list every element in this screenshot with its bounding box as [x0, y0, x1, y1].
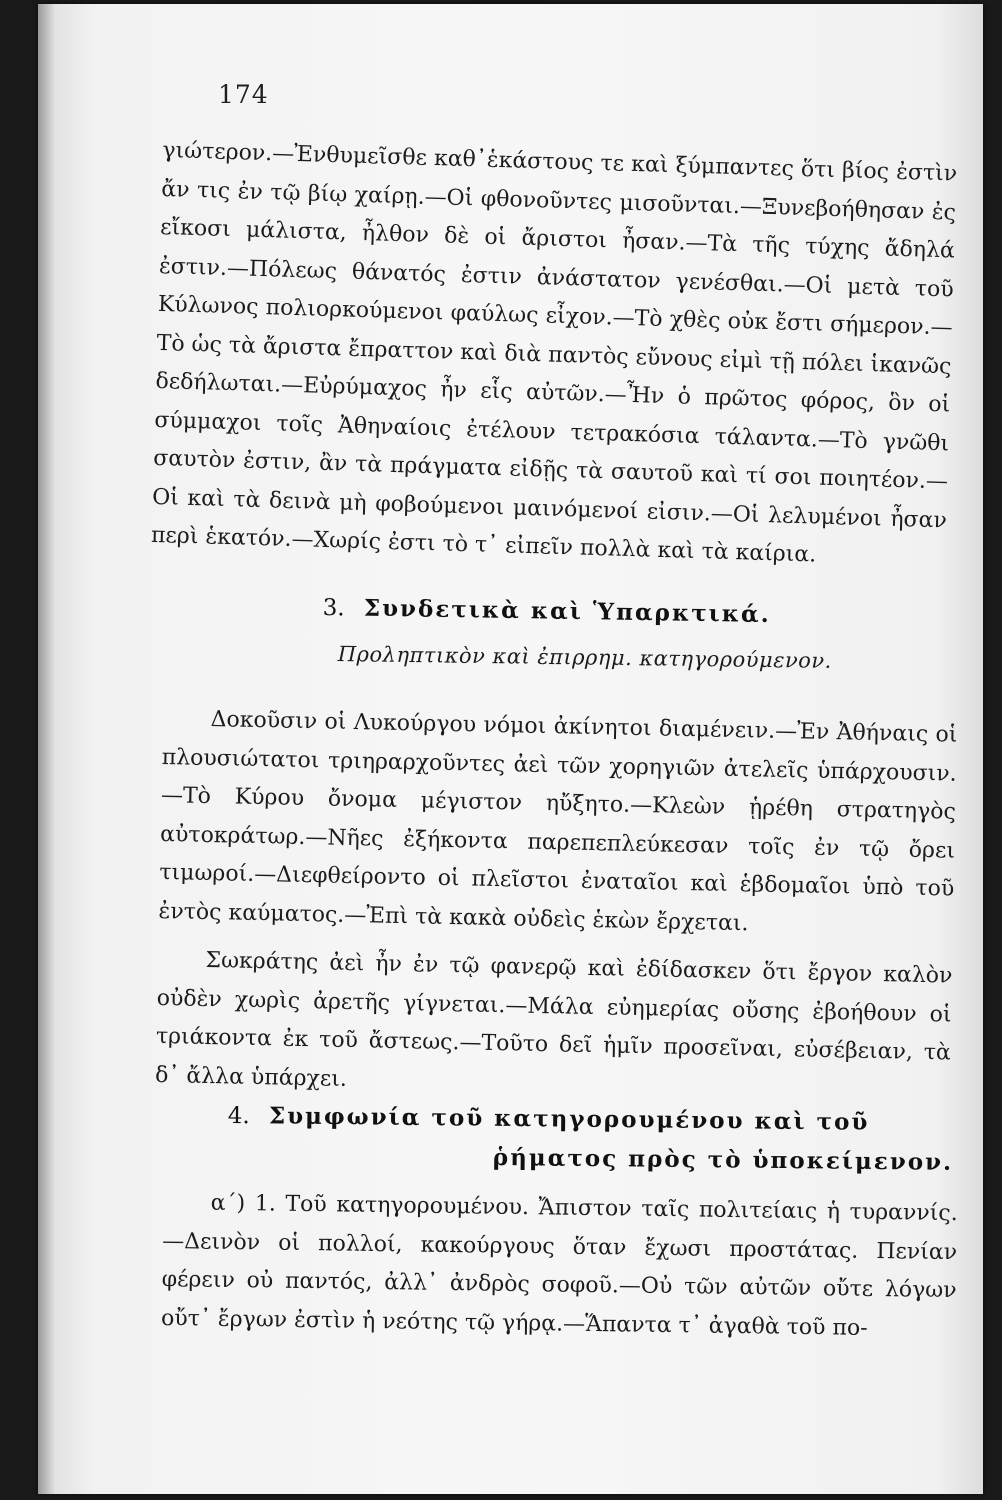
section-3-title: Συνδετικὰ καὶ Ὑπαρκτικά. [363, 594, 771, 629]
section-4-text-block [161, 1184, 958, 1349]
section-4-title-line-2: ῥήματος πρὸς τὸ ὑποκείμενον. [492, 1144, 954, 1176]
page-number: 174 [218, 80, 269, 109]
book-page [38, 4, 983, 1494]
section-3-subtitle: Προληπτικὸν καὶ ἐπιρρημ. κατηγορούμενον. [337, 642, 832, 673]
section-4-heading-line-2 [493, 1144, 954, 1176]
page-binding-edge [38, 4, 56, 1494]
section-3-heading [323, 594, 771, 628]
section-3-paragraph-2: Σωκράτης ἀεὶ ἦν ἐν τῷ φανερῷ καὶ ἐδίδασκεν ὅτι ἔργον καλὸν οὐδὲν χωρὶς ἀρετῆς γίγνεται.—Μάλα εὐημερίας οὔσης ἐβοήθουν οἱ τριάκοντα ἐκ τοῦ ἄστεως.—Τοῦτο δεῖ ἡμῖν προσεῖναι, εὐσέβειαν, τὰ δ᾿ ἄλλα ὑπάρχει. [154, 947, 953, 1092]
section-4-title-line-1: Συμφωνία τοῦ κατηγορουμένου καὶ τοῦ [268, 1102, 870, 1136]
continued-text-block [150, 132, 957, 579]
section-4-paragraph-1: α΄) 1. Τοῦ κατηγορουμένου. Ἄπιστον ταῖς πολιτείαις ἡ τυραννίς.—Δεινὸν οἱ πολλοί, κακούργους ὅταν ἔχωσι προστάτας. Πενίαν φέρειν οὐ παντός, ἀλλ᾿ ἀνδρὸς σοφοῦ.—Οὐ τῶν αὐτῶν οὔτε λόγων οὔτ᾿ ἔργων ἐστὶν ἡ νεότης τῷ γήρᾳ.—Ἅπαντα τ᾿ ἀγαθὰ τοῦ πο- [160, 1190, 958, 1341]
continued-paragraph: γιώτερον.—Ἐνθυμεῖσθε καθ᾿ἑκάστους τε καὶ ξύμπαντες ὅτι βίος ἐστὶν ἄν τις ἐν τῷ βίῳ χαίρῃ.—Οἱ φθονοῦντες μισοῦνται.—Ξυνεβοήθησαν ἐς εἴκοσι μάλιστα, ἦλθον δὲ οἱ ἄριστοι ἦσαν.—Τὰ τῆς τύχης ἄδηλά ἐστιν.—Πόλεως θάνατός ἐστιν ἀνάστατον γενέσθαι.—Οἱ μετὰ τοῦ Κύλωνος πολιορκούμενοι φαύλως εἶχον.—Τὸ χθὲς οὐκ ἔστι σήμερον.—Τὸ ὡς τὰ ἄριστα ἔπραττον καὶ διὰ παντὸς εὔνους εἰμὶ τῇ πόλει ἱκανῶς δεδήλωται.—Εὐρύμαχος ἦν εἷς αὐτῶν.—Ἦν ὁ πρῶτος φόρος, ὃν οἱ σύμμαχοι τοῖς Ἀθηναίοις ἐτέλουν τετρακόσια τάλαντα.—Τὸ γνῶθι σαυτὸν ἐστιν, ἂν τὰ πράγματα εἰδῇς τὰ σαυτοῦ καὶ τί σοι ποιητέον.—Οἱ καὶ τὰ δεινὰ μὴ φοβούμενοι μαινόμενοί εἰσιν.—Οἱ λελυμένοι ἦσαν περὶ ἑκατόν.—Χωρίς ἐστι τὸ τ᾿ εἰπεῖν πολλὰ καὶ τὰ καίρια. [150, 137, 958, 568]
section-3-paragraph-1: Δοκοῦσιν οἱ Λυκούργου νόμοι ἀκίνητοι διαμένειν.—Ἐν Ἀθήναις οἱ πλουσιώτατοι τριηραρχοῦντες ἀεὶ τῶν χορηγιῶν ἀτελεῖς ὑπάρχουσιν.—Τὸ Κύρου ὄνομα μέγιστον ηὔξητο.—Κλεὼν ᾑρέθη στρατηγὸς αὐτοκράτωρ.—Νῆες ἐξήκοντα παρεπεπλεύκεσαν τοῖς ἐν τῷ ὄρει τιμωροί.—Διεφθείροντο οἱ πλεῖστοι ἐναταῖοι καὶ ἑβδομαῖοι ὑπὸ τοῦ ἐντὸς καύματος.—Ἐπὶ τὰ κακὰ οὐδεὶς ἑκὼν ἔρχεται. [158, 707, 958, 936]
section-3-text-block [155, 700, 958, 1112]
section-3-number: 3. [322, 594, 345, 622]
section-4-number: 4. [227, 1103, 250, 1130]
section-4-heading [228, 1102, 870, 1136]
